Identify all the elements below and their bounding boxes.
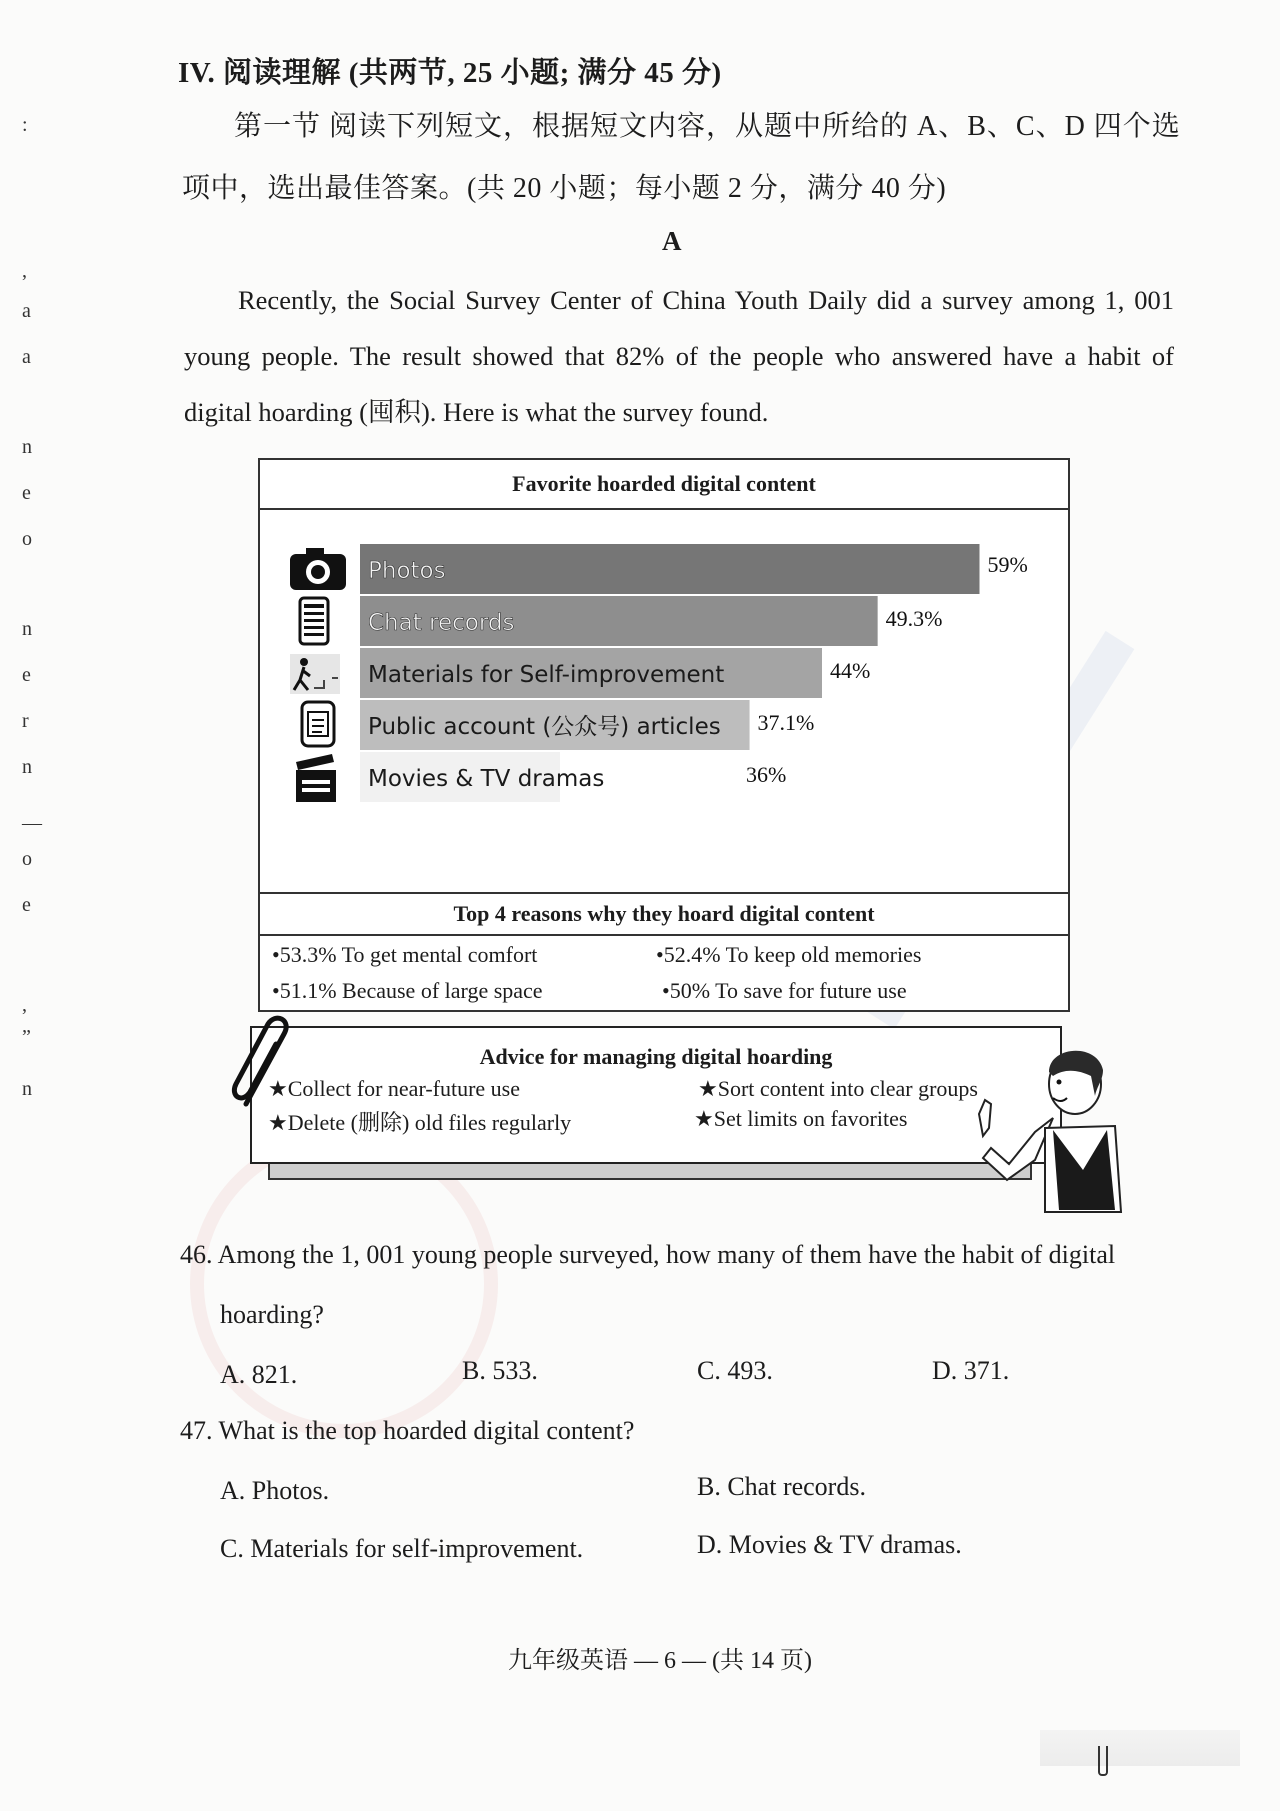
option-d[interactable]: D. 371. — [932, 1356, 1010, 1385]
margin-fragment: , — [22, 994, 27, 1016]
advice-item: ★Delete (删除) old files regularly — [268, 1110, 572, 1135]
margin-fragment: n — [22, 756, 32, 778]
margin-fragment: r — [22, 710, 29, 732]
chart-title: Favorite hoarded digital content — [260, 460, 1068, 510]
reasons-title: Top 4 reasons why they hoard digital content — [260, 892, 1068, 936]
option-d[interactable]: D. Movies & TV dramas. — [697, 1530, 962, 1559]
phone-chat-icon — [300, 598, 328, 644]
bar-category-label: Movies & TV dramas — [368, 766, 605, 792]
advice-item: ★Set limits on favorites — [694, 1106, 908, 1131]
bar-category-label: Public account (公众号) articles — [368, 714, 721, 740]
bar-category-label: Materials for Self-improvement — [368, 662, 725, 688]
reason-item: •51.1% Because of large space — [272, 978, 543, 1003]
option-a[interactable]: A. Photos. — [220, 1476, 330, 1505]
bar-value-label: 44% — [830, 658, 871, 683]
scrollbar-handle-icon — [1098, 1746, 1108, 1776]
question-text: Among the 1, 001 young people surveyed, how many of them have the habit of digital — [217, 1240, 1116, 1269]
passage-label: A — [662, 226, 682, 256]
margin-fragment: a — [22, 346, 31, 368]
margin-fragment: o — [22, 528, 32, 550]
bar-category-label: Chat records — [368, 610, 515, 636]
bar-chart — [260, 510, 1068, 890]
option-b[interactable]: B. 533. — [462, 1356, 538, 1385]
question-text: What is the top hoarded digital content? — [218, 1416, 635, 1445]
option-b[interactable]: B. Chat records. — [697, 1472, 866, 1501]
margin-fragment: — — [22, 812, 42, 834]
bar — [360, 544, 980, 594]
margin-fragment: e — [22, 482, 31, 504]
passage-paragraph: Recently, the Social Survey Center of China Youth Daily did a survey among 1, 001 young people. The result showed that 82% of the people who answered have a habit of digital hoarding (囤积). Here is what the survey found. — [184, 285, 1174, 427]
bar-value-label: 37.1% — [757, 710, 815, 735]
question-text-continued: hoarding? — [220, 1300, 324, 1329]
margin-fragment: n — [22, 618, 32, 640]
document-icon — [302, 702, 334, 746]
margin-fragment: o — [22, 848, 32, 870]
bar-value-label: 59% — [987, 552, 1028, 577]
advice-item: ★Sort content into clear groups — [698, 1076, 978, 1101]
bar-value-label: 49.3% — [885, 606, 943, 631]
reason-item: •53.3% To get mental comfort — [272, 942, 538, 967]
question-46 — [180, 1240, 1115, 1270]
margin-fragment: n — [22, 1078, 32, 1100]
advice-box — [250, 1026, 1062, 1164]
margin-fragment: , — [22, 260, 27, 282]
option-c[interactable]: C. 493. — [697, 1356, 773, 1385]
section-instruction: 第一节 阅读下列短文，根据短文内容，从题中所给的 A、B、C、D 四个选 — [234, 111, 1181, 142]
margin-fragment: e — [22, 894, 31, 916]
survey-infographic — [258, 458, 1070, 1012]
bar-value-label: 36% — [746, 762, 787, 787]
question-number: 46. — [180, 1240, 213, 1269]
camera-icon — [290, 548, 346, 590]
reason-item: •50% To save for future use — [662, 978, 907, 1003]
margin-fragment: n — [22, 436, 32, 458]
option-a[interactable]: A. 821. — [220, 1360, 298, 1389]
margin-fragment: : — [22, 114, 28, 136]
advice-title: Advice for managing digital hoarding — [479, 1044, 833, 1069]
margin-fragment: e — [22, 664, 31, 686]
paperclip-icon — [228, 1012, 308, 1112]
bar-category-label: Photos — [368, 558, 446, 584]
clapperboard-icon — [296, 754, 336, 802]
reason-item: •52.4% To keep old memories — [656, 942, 922, 967]
teacher-pointing-illustration — [975, 1040, 1125, 1215]
question-number: 47. — [180, 1416, 213, 1445]
option-c[interactable]: C. Materials for self-improvement. — [220, 1534, 584, 1563]
margin-fragment: a — [22, 300, 31, 322]
scan-artifact — [1040, 1730, 1240, 1766]
advice-item: ★Collect for near-future use — [268, 1076, 521, 1101]
walking-person-icon — [290, 654, 340, 694]
margin-fragment: ” — [22, 1026, 31, 1048]
page-footer: 九年级英语 — 6 — (共 14 页) — [508, 1648, 812, 1674]
section-instruction-continued: 项中，选出最佳答案。(共 20 小题；每小题 2 分，满分 40 分) — [182, 173, 947, 204]
section-title: IV. 阅读理解 (共两节, 25 小题; 满分 45 分) — [178, 57, 722, 89]
question-47 — [180, 1416, 634, 1446]
